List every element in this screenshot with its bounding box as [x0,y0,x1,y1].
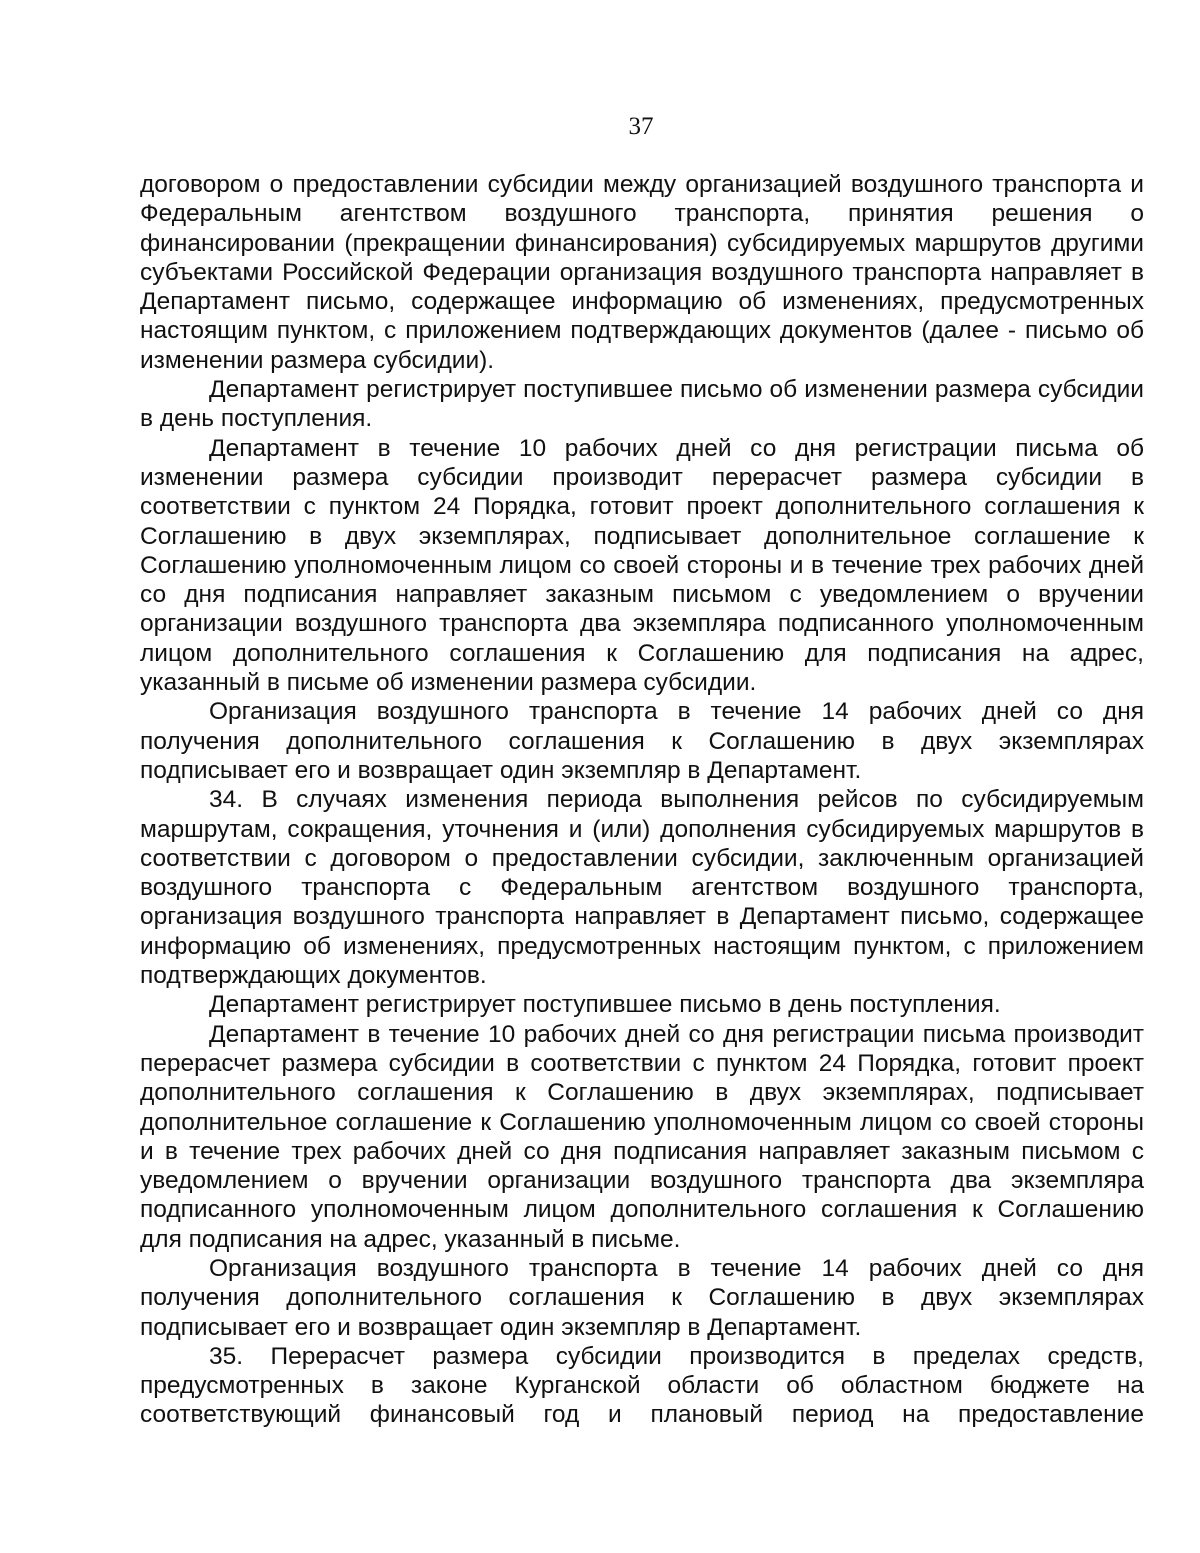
paragraph-item-35: 35. Перерасчет размера субсидии производится в пределах средств, предусмотренных в законе Курганской области об областном бюджете на соответствующий финансовый год и плановый период на предоставление [140,1342,1144,1429]
paragraph-item-34: 34. В случаях изменения периода выполнения рейсов по субсидируемым маршрутам, сокращения, уточнения и (или) дополнения субсидируемых маршрутов в соответствии с договором о предоставлении субсидии, заключенным организацией воздушного транспорта с Федеральным агентством воздушного транспорта, организация воздушного транспорта направляет в Департамент письмо, содержащее информацию об изменениях, предусмотренных настоящим пунктом, с приложением подтверждающих документов. [140,786,1144,990]
paragraph-continuation: договором о предоставлении субсидии между организацией воздушного транспорта и Федеральным агентством воздушного транспорта, принятия решения о финансировании (прекращении финансирования) субсидируемых маршрутов другими субъектами Российской Федерации организация воздушного транспорта направляет в Департамент письмо, содержащее информацию об изменениях, предусмотренных настоящим пунктом, с приложением подтверждающих документов (далее - письмо об изменении размера субсидии). [140,171,1144,374]
paragraph-signing-return: Организация воздушного транспорта в течение 14 рабочих дней со дня получения дополнительного соглашения к Соглашению в двух экземплярах подписывает его и возвращает один экземпляр в Департамент. [140,698,1144,784]
paragraph-signing-return-2: Организация воздушного транспорта в течение 14 рабочих дней со дня получения дополнительного соглашения к Соглашению в двух экземплярах подписывает его и возвращает один экземпляр в Департамент. [140,1254,1144,1341]
paragraph-registration: Департамент регистрирует поступившее письмо в день поступления. [209,991,1001,1019]
document-body [140,170,1144,1430]
page-number: 37 [628,113,654,140]
paragraph-recalculation-2: Департамент в течение 10 рабочих дней со дня регистрации письма производит перерасчет размера субсидии в соответствии с пунктом 24 Порядка, готовит проект дополнительного соглашения к Соглашению в двух экземплярах, подписывает дополнительное соглашение к Соглашению уполномоченным лицом со своей стороны и в течение трех рабочих дней со дня подписания направляет заказным письмом с уведомлением о вручении организации воздушного транспорта два экземпляра подписанного уполномоченным лицом дополнительного соглашения к Соглашению для подписания на адрес, указанный в письме. [140,1020,1144,1253]
paragraph-recalculation: Департамент в течение 10 рабочих дней со дня регистрации письма об изменении размера субсидии производит перерасчет размера субсидии в соответствии с пунктом 24 Порядка, готовит проект дополнительного соглашения к Соглашению в двух экземплярах, подписывает дополнительное соглашение к Соглашению уполномоченным лицом со своей стороны и в течение трех рабочих дней со дня подписания направляет заказным письмом с уведомлением о вручении организации воздушного транспорта два экземпляра подписанного уполномоченным лицом дополнительного соглашения к Соглашению для подписания на адрес, указанный в письме об изменении размера субсидии. [140,434,1144,697]
paragraph-registration-notice: Департамент регистрирует поступившее письмо об изменении размера субсидии в день поступления. [140,376,1144,433]
